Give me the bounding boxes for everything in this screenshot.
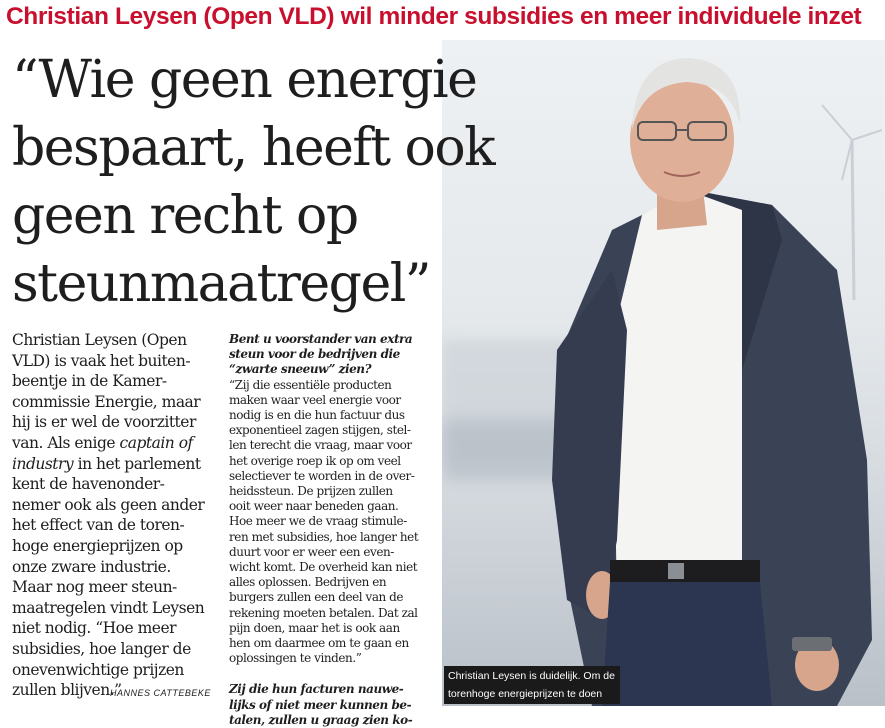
intro-line <box>12 433 222 454</box>
intro-line: niet nodig. “Hoe meer <box>12 619 177 638</box>
photo-caption <box>444 666 620 704</box>
intro-line: hij is er wel de voorzitter <box>12 413 196 432</box>
intro-line: VLD) is vaak het buiten- <box>12 351 191 370</box>
headline-line: “Wie geen energie <box>12 50 477 110</box>
answer-line: hen om daarmee om te gaan en <box>229 636 409 651</box>
intro-column <box>12 330 222 701</box>
intro-line: Christian Leysen (Open <box>12 331 187 349</box>
answer-line: maken waar veel energie voor <box>229 392 401 407</box>
intro-emphasis: industry <box>12 454 74 473</box>
headline-line: bespaart, heeft ook <box>12 118 495 178</box>
interview-column <box>229 332 444 728</box>
intro-text: in het parlement <box>73 454 201 473</box>
question-line: “zwarte sneeuw” zien? <box>229 362 372 377</box>
caption-line: torenhoge energieprijzen te doen <box>448 688 603 700</box>
caption-line: Christian Leysen is duidelijk. Om de <box>448 670 615 682</box>
paragraph-gap <box>229 666 444 682</box>
intro-text: van. Als enige <box>12 433 120 452</box>
intro-line: onevenwichtige prijzen <box>12 660 184 679</box>
intro-line: commissie Energie, maar <box>12 392 201 411</box>
answer-line: ren met subsidies, hoe langer het <box>229 529 419 544</box>
question-line: talen, zullen u graag zien ko- <box>229 712 413 727</box>
answer-line: selectiever te worden in de over- <box>229 468 415 483</box>
answer-line: Hoe meer we de vraag stimule- <box>229 514 407 529</box>
answer-line: exponentieel zagen stijgen, stel- <box>229 423 411 438</box>
question-line: Zij die hun facturen nauwe- <box>229 682 404 697</box>
answer-line: nodig is en die hun factuur dus <box>229 408 405 423</box>
headline <box>12 46 632 318</box>
answer-line: “Zij die essentiële producten <box>229 377 392 392</box>
byline: HANNES CATTEBEKE <box>110 688 211 698</box>
headline-line: steunmaatregel” <box>12 254 430 314</box>
intro-emphasis: captain of <box>119 433 193 452</box>
intro-line: kent de havenonder- <box>12 475 165 494</box>
answer-line: duurt voor er weer een even- <box>229 544 394 559</box>
intro-line: beentje in de Kamer- <box>12 372 167 391</box>
answer-line: alles oplossen. Bedrijven en <box>229 575 387 590</box>
question-line: Bent u voorstander van extra <box>229 332 413 346</box>
answer-line: oplossingen te vinden.” <box>229 651 362 666</box>
intro-line: hoge energieprijzen op <box>12 536 183 555</box>
answer-line: wicht komt. De overheid kan niet <box>229 560 418 575</box>
intro-line: onze zware industrie. <box>12 557 171 576</box>
question-line: lijks of niet meer kunnen be- <box>229 697 412 712</box>
intro-line: subsidies, hoe langer de <box>12 639 191 658</box>
intro-line: maatregelen vindt Leysen <box>12 598 205 617</box>
answer-line: het overige roep ik op om veel <box>229 453 401 468</box>
answer-line: ooit weer naar beneden gaan. <box>229 499 399 514</box>
intro-line <box>12 454 222 475</box>
intro-line: het effect van de toren- <box>12 516 185 535</box>
answer-line: burgers zullen een deel van de <box>229 590 404 605</box>
question-line: steun voor de bedrijven die <box>229 347 400 362</box>
answer-line: pijn doen, maar het is ook aan <box>229 620 400 635</box>
answer-line: heidssteun. De prijzen zullen <box>229 484 393 499</box>
intro-line: zullen blijven.” <box>12 681 122 700</box>
intro-line: nemer ook als geen ander <box>12 495 205 514</box>
answer-line: len terecht die vraag, maar voor <box>229 438 412 453</box>
answer-line: rekening moeten betalen. Dat zal <box>229 605 418 620</box>
headline-line: geen recht op <box>12 186 358 246</box>
article-kicker: Christian Leysen (Open VLD) wil minder subsidies en meer individuele inzet <box>6 3 862 30</box>
intro-line: Maar nog meer steun- <box>12 578 177 597</box>
